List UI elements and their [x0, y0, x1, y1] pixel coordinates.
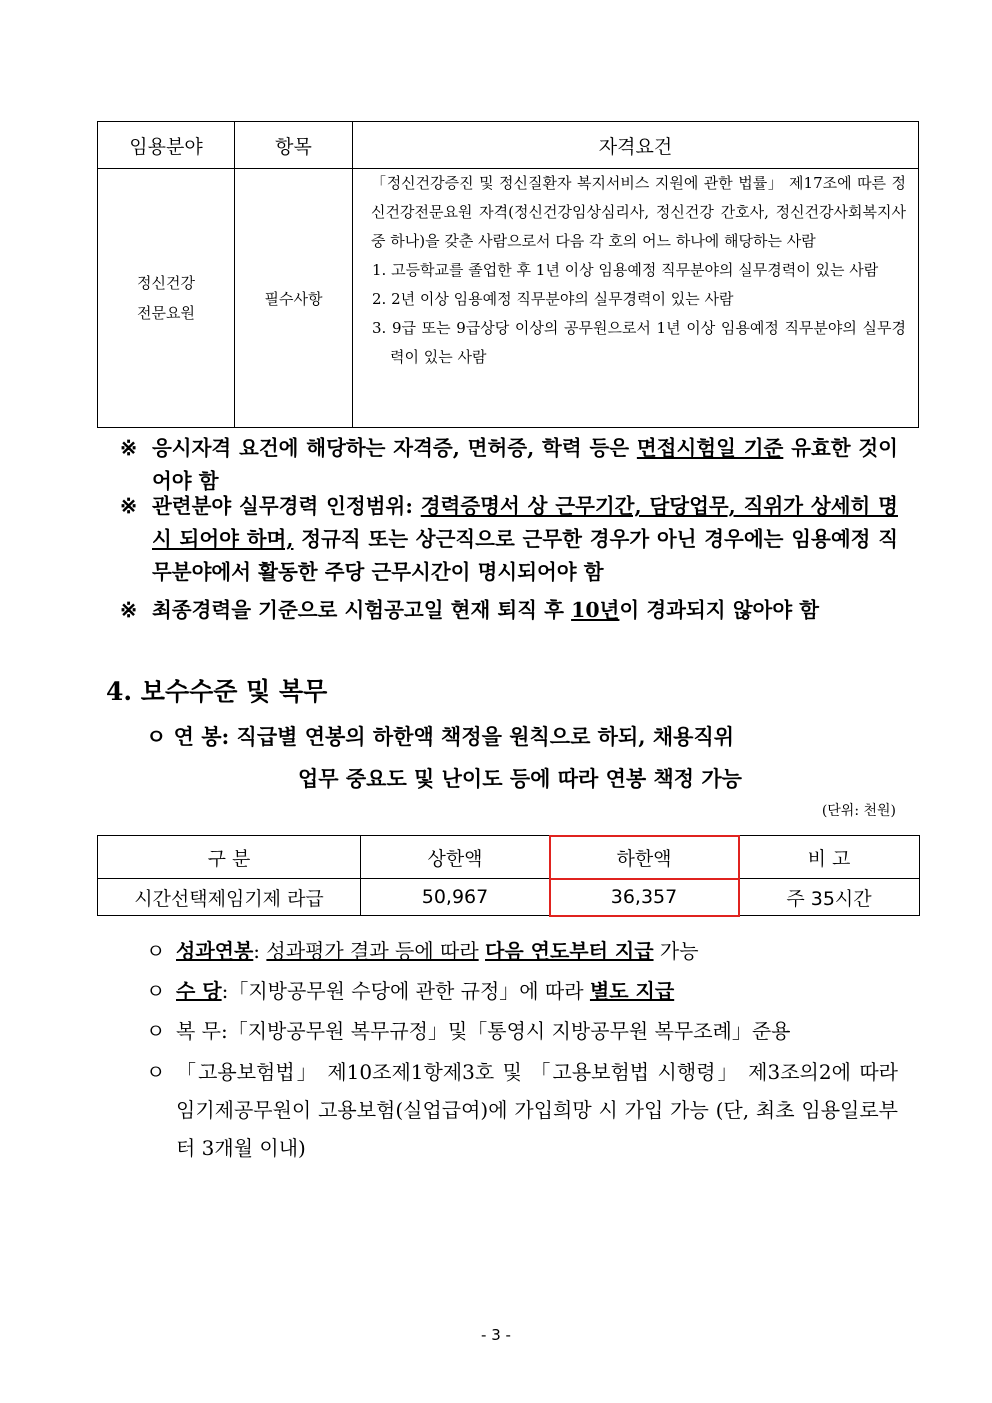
note-2: ※ 관련분야 실무경력 인정범위: 경력증명서 상 근무기간, 담당업무, 직위가 상세히 명시 되어야 하며, 정규직 또는 상근직으로 근무한 경우가 아닌 경우에는 임용예정 직무분야에서 활동한 주당 근무시간이 명시되어야 함	[120, 490, 898, 589]
note-3: ※ 최종경력을 기준으로 시험공고일 현재 퇴직 후 10년이 경과되지 않아야 함	[120, 594, 898, 627]
header-upper-limit: 상한액	[361, 836, 550, 879]
salary-label: ㅇ 연 봉:	[146, 724, 230, 749]
condition-item-1: 1. 고등학교를 졸업한 후 1년 이상 임용예정 직무분야의 실무경력이 있는 사람	[372, 261, 879, 279]
condition-cell	[353, 169, 919, 428]
salary-table-row	[98, 879, 920, 916]
bullet-service: ㅇ 복 무:「지방공무원 복무규정」및「통영시 지방공무원 복무조례」준용	[146, 1013, 898, 1049]
condition-item-3: 3. 9급 또는 9급상당 이상의 공무원으로서 1년 이상 임용예정 직무분야의 실무경력이 있는 사람	[372, 319, 906, 366]
note-mark: ※	[120, 436, 138, 460]
unit-label: (단위: 천원)	[821, 803, 896, 819]
header-lower-limit: 하한액	[550, 836, 739, 879]
note-1: ※ 응시자격 요건에 해당하는 자격증, 면허증, 학력 등은 면접시험일 기준 유효한 것이어야 함	[120, 432, 898, 498]
qualification-row	[98, 169, 919, 428]
bullet-performance-pay: ㅇ 성과연봉: 성과평가 결과 등에 따라 다음 연도부터 지급 가능	[146, 933, 898, 969]
header-category: 구 분	[98, 836, 361, 879]
field-line-1: 정신건강	[137, 274, 195, 292]
page-number: - 3 -	[481, 1326, 511, 1344]
condition-item-2: 2. 2년 이상 임용예정 직무분야의 실무경력이 있는 사람	[372, 290, 734, 308]
salary-table-header	[98, 836, 920, 879]
cell-note: 주 35시간	[739, 879, 920, 916]
bullet-mark: ㅇ	[146, 979, 166, 1003]
note-mark: ※	[120, 494, 138, 518]
bullet-mark: ㅇ	[146, 1019, 166, 1043]
section-title: 4. 보수수준 및 복무	[106, 677, 328, 706]
field-line-2: 전문요원	[137, 304, 195, 322]
bullet-allowance: ㅇ 수 당:「지방공무원 수당에 관한 규정」에 따라 별도 지급	[146, 973, 898, 1009]
qualification-table-header	[98, 122, 919, 169]
requirement-type-cell: 필수사항	[235, 169, 353, 428]
header-note: 비 고	[739, 836, 920, 879]
header-field: 임용분야	[98, 122, 235, 169]
salary-description: ㅇ 연 봉: 직급별 연봉의 하한액 책정을 원칙으로 하되, 채용직위 업무 중요도 및 난이도 등에 따라 연봉 책정 가능	[146, 724, 742, 791]
cell-category: 시간선택제임기제 라급	[98, 879, 361, 916]
qualification-table	[97, 121, 919, 428]
bullet-employment-insurance: ㅇ 「고용보험법」 제10조제1항제3호 및 「고용보험법 시행령」 제3조의2에 따라 임기제공무원이 고용보험(실업급여)에 가입희망 시 가입 가능 (단, 최초 임용일로부터 3개월 이내)	[146, 1053, 898, 1167]
condition-intro: 「정신건강증진 및 정신질환자 복지서비스 지원에 관한 법률」 제17조에 따른 정신건강전문요원 자격(정신건강임상심리사, 정신건강 간호사, 정신건강사회복지사 중 하나)을 갖춘 사람으로서 다음 각 호의 어느 하나에 해당하는 사람	[371, 174, 906, 250]
cell-lower-limit: 36,357	[550, 879, 739, 916]
cell-upper-limit: 50,967	[361, 879, 550, 916]
header-item: 항목	[235, 122, 353, 169]
header-requirement: 자격요건	[353, 122, 919, 169]
bullet-mark: ㅇ	[146, 939, 166, 963]
salary-table	[97, 835, 920, 916]
field-cell	[98, 169, 235, 428]
note-mark: ※	[120, 598, 138, 622]
bullet-mark: ㅇ	[146, 1060, 166, 1084]
